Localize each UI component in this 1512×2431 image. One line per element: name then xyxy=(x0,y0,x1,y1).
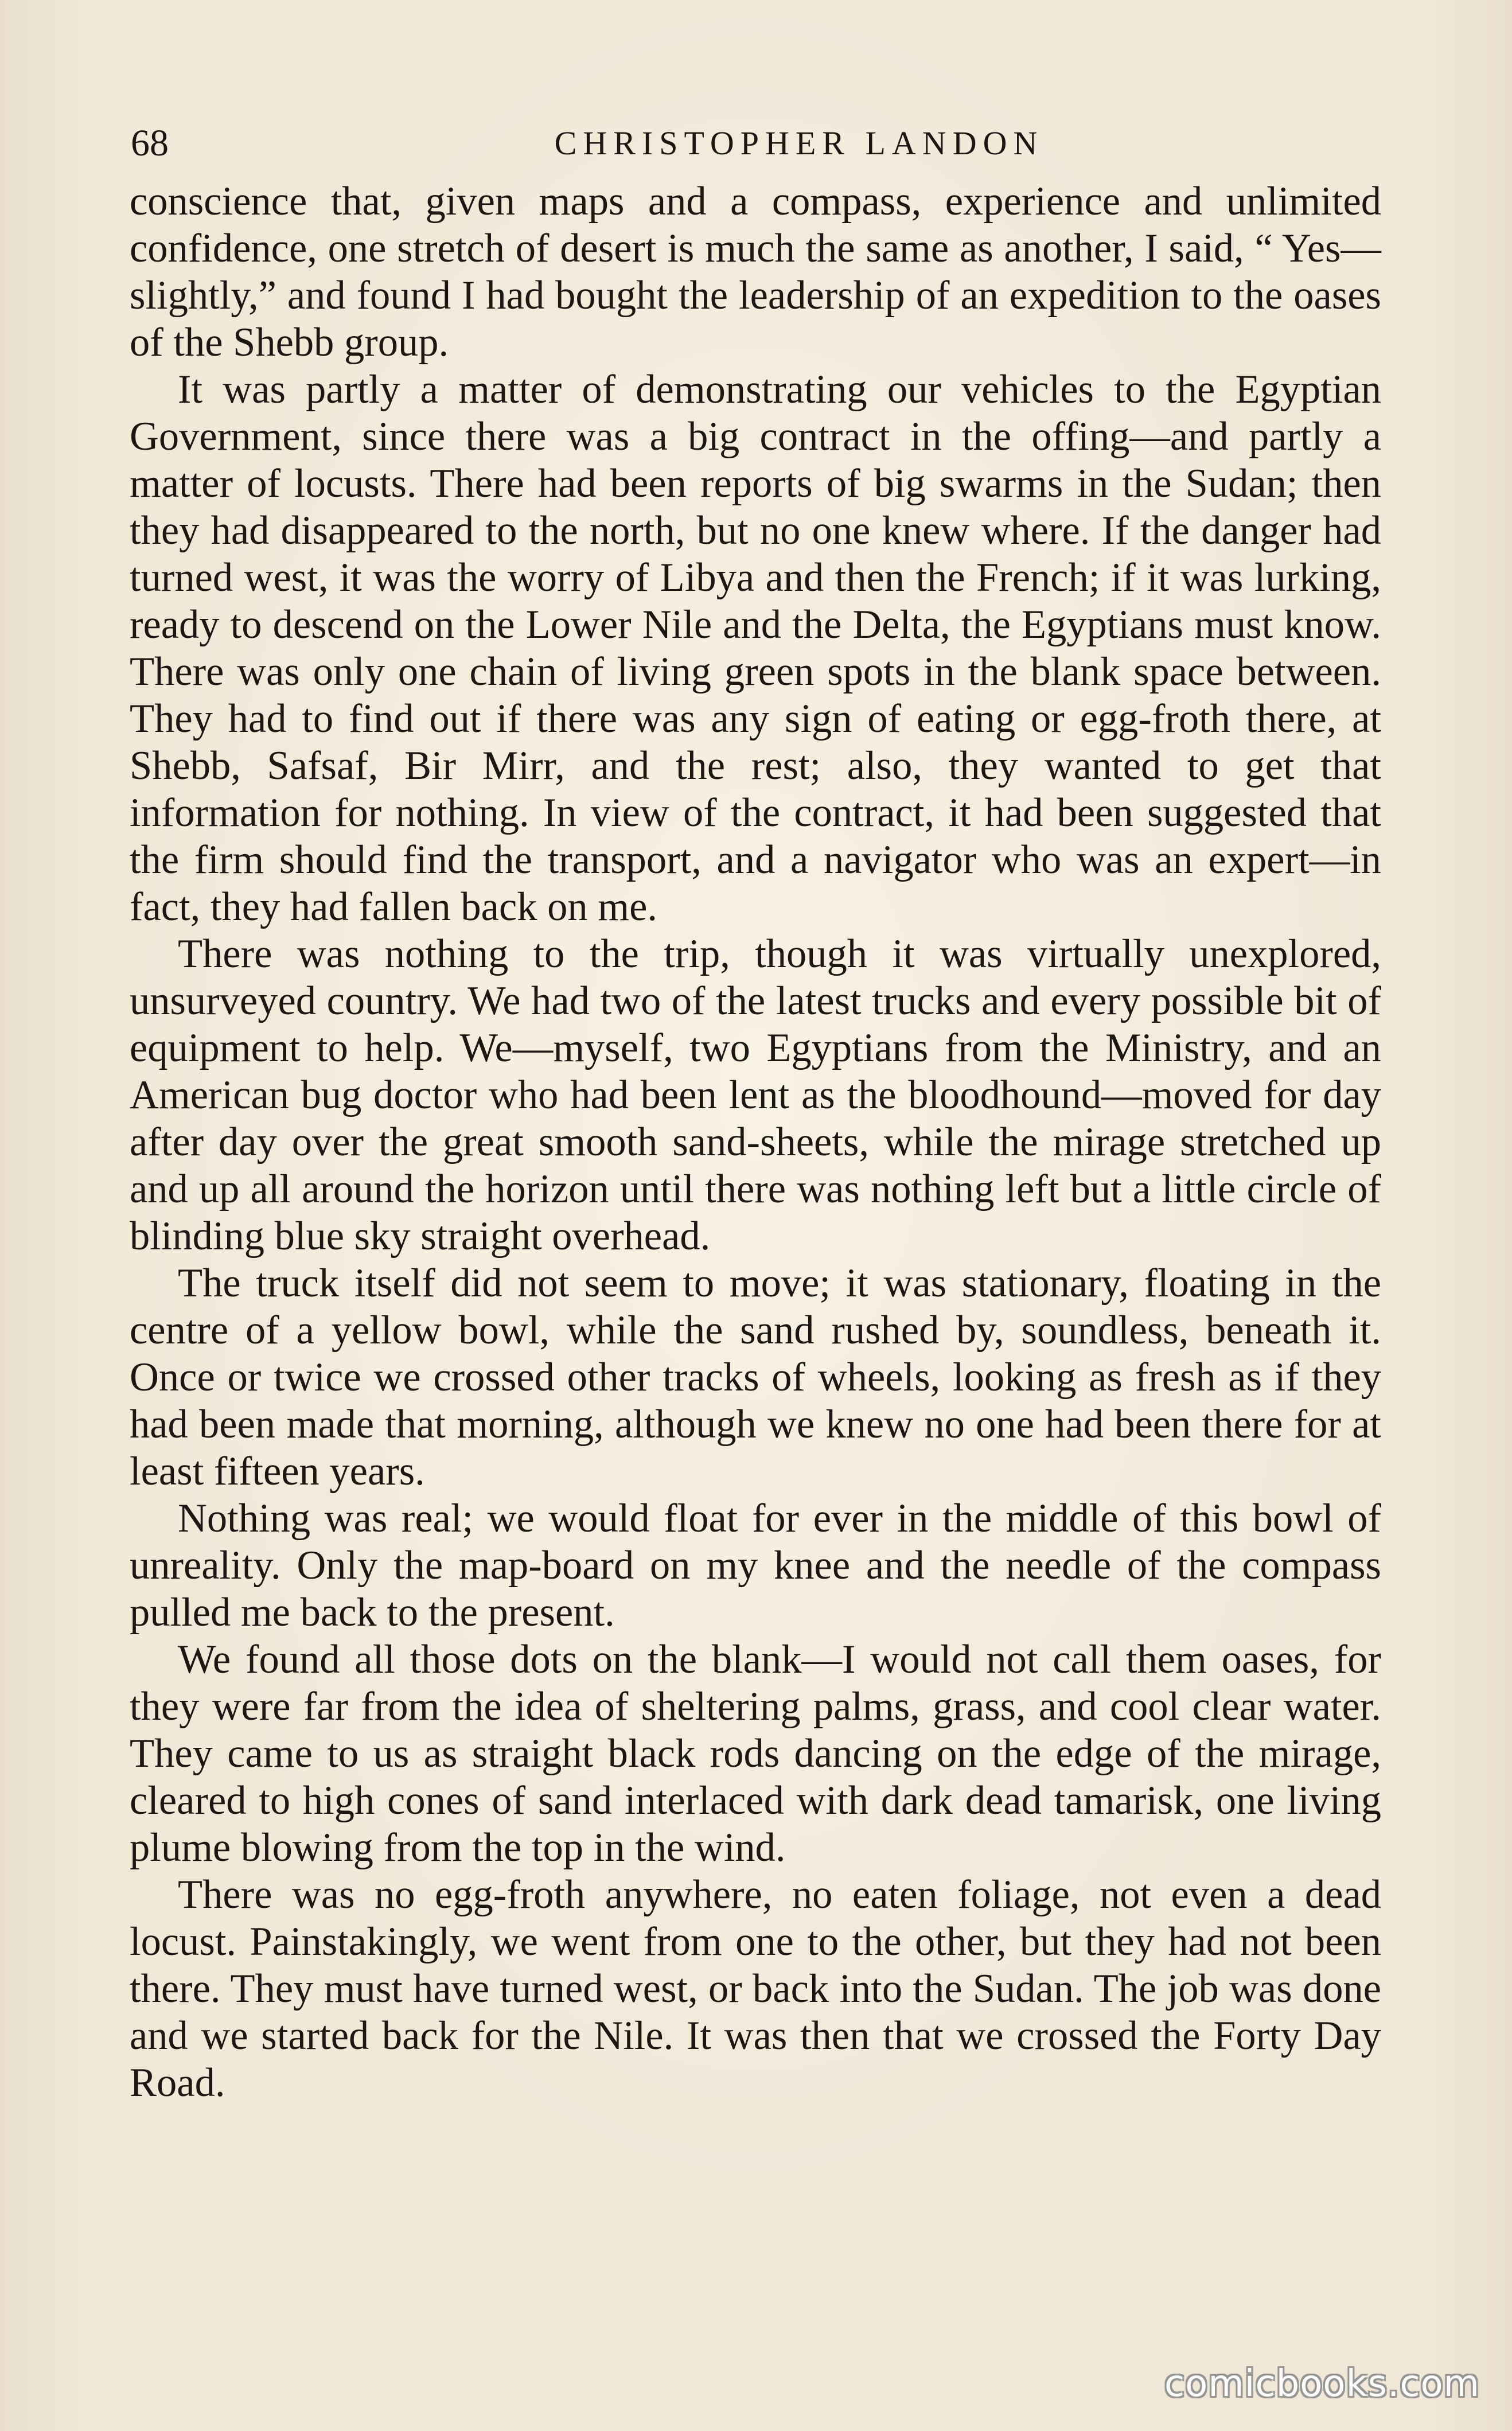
running-head: CHRISTOPHER LANDON xyxy=(554,124,1044,162)
paragraph-3: There was nothing to the trip, though it was virtually unexplored, unsurveyed country. We had two of the latest trucks and every possible bit of equipment to help. We—myself, two Egyptians from the Ministry, and an American bug doctor who had been lent as the bloodhound—moved for day after day over the great smooth sand-sheets, while the mirage stretched up and up all around the horizon until there was nothing left but a little circle of blinding blue sky straight overhead. xyxy=(130,932,1381,1259)
paragraph-6: We found all those dots on the blank—I would not call them oases, for they were far from the idea of sheltering palms, grass, and cool clear water. They came to us as straight black rods dancing on the edge of the mirage, cleared to high cones of sand interlaced with dark dead tamarisk, one living plume blowing from the top in the wind. xyxy=(130,1637,1381,1870)
page-number: 68 xyxy=(131,122,169,164)
paragraph-2: It was partly a matter of demonstrating our vehicles to the Egyptian Government, since there was a big contract in the offing—and partly a matter of locusts. There had been reports of big swarms in the Sudan; then they had disappeared to the north, but no one knew where. If the danger had turned west, it was the worry of Libya and then the French; if it was lurking, ready to descend on the Lower Nile and the Delta, the Egyptians must know. There was only one chain of living green spots in the blank space between. They had to find out if there was any sign of eating or egg-froth there, at Shebb, Safsaf, Bir Mirr, and the rest; also, they wanted to get that information for nothing. In view of the contract, it had been suggested that the firm should find the transport, and a navigator who was an expert—in fact, they had fallen back on me. xyxy=(130,367,1381,929)
body-text xyxy=(130,178,1381,2106)
paragraph-5: Nothing was real; we would float for ever in the middle of this bowl of unreality. Only the map-board on my knee and the needle of the compass pulled me back to the present. xyxy=(130,1496,1381,1635)
page-header xyxy=(131,118,1381,169)
paragraph-7: There was no egg-froth anywhere, no eaten foliage, not even a dead locust. Painstakingly, we went from one to the other, but they had not been there. They must have turned west, or back into the Sudan. The job was done and we started back for the Nile. It was then that we crossed the Forty Day Road. xyxy=(130,1872,1381,2105)
watermark: comicbooks.com xyxy=(1164,2363,1480,2405)
paragraph-1: conscience that, given maps and a compass, experience and unlimited confidence, one stretch of desert is much the same as another, I said, “ Yes—slightly,” and found I had bought the leadership of an expedition to the oases of the Shebb group. xyxy=(130,179,1381,365)
paragraph-4: The truck itself did not seem to move; it was stationary, floating in the centre of a yellow bowl, while the sand rushed by, soundless, beneath it. Once or twice we crossed other tracks of wheels, looking as fresh as if they had been made that morning, although we knew no one had been there for at least fifteen years. xyxy=(130,1261,1381,1494)
